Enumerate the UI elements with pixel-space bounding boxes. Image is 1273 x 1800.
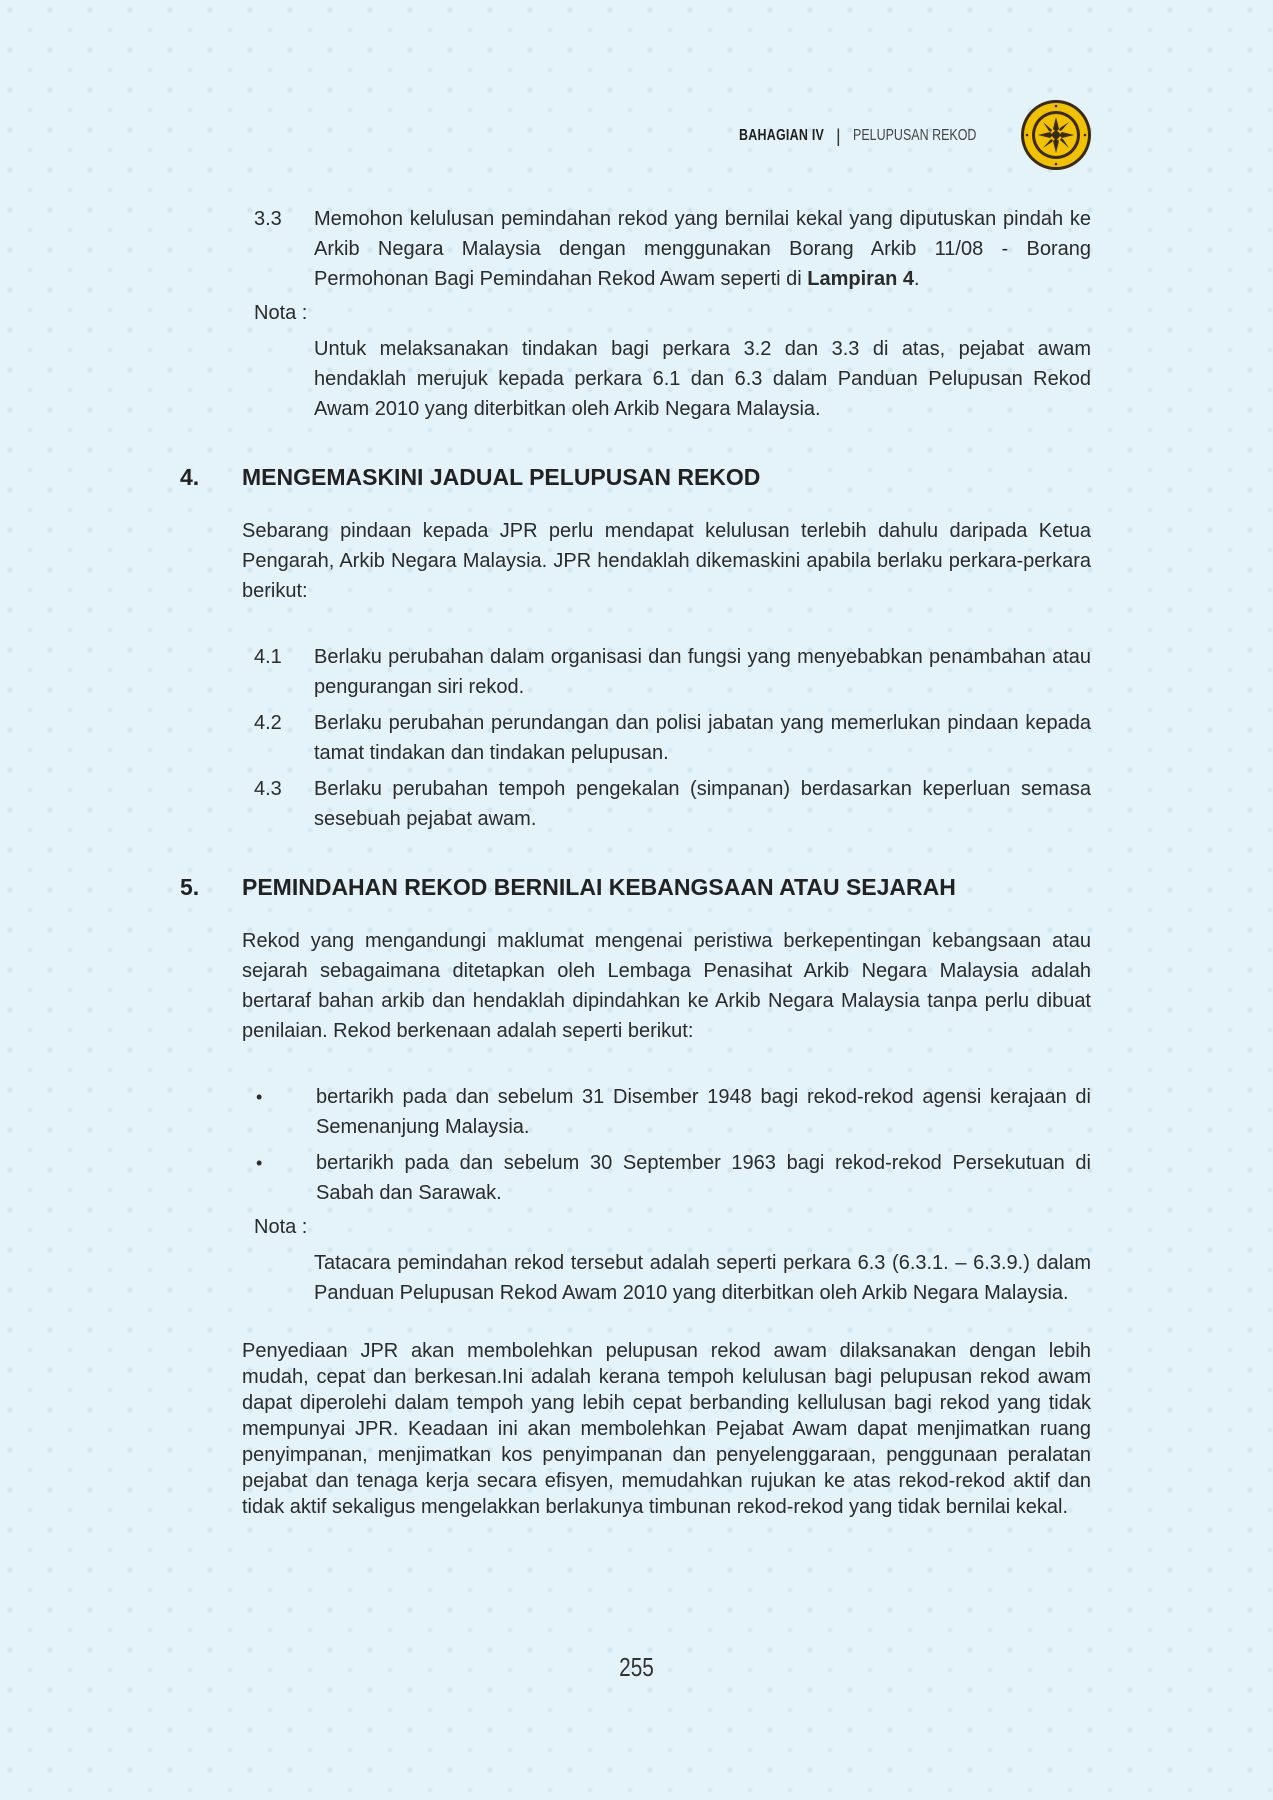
item-text: Berlaku perubahan tempoh pengekalan (simpanan) berdasarkan keperluan semasa sesebuah pejabat awam. [314,778,1091,830]
nota-text: Untuk melaksanakan tindakan bagi perkara 3.2 dan 3.3 di atas, pejabat awam hendaklah merujuk kepada perkara 6.1 dan 6.3 dalam Panduan Pelupusan Rekod Awam 2010 yang diterbitkan oleh Arkib Negara Malaysia. [314,338,1091,420]
page-number: 255 [619,1652,654,1682]
bullet-item [254,1148,1091,1208]
section-title: MENGEMASKINI JADUAL PELUPUSAN REKOD [242,464,761,490]
header-chapter-title: PELUPUSAN REKOD [852,127,977,144]
section-heading-5 [180,872,1091,902]
arkib-negara-logo-icon [1020,99,1092,171]
section-number: 5. [180,874,200,900]
section-4-intro: Sebarang pindaan kepada JPR perlu mendapat kelulusan terlebih dahulu daripada Ketua Pengarah, Arkib Negara Malaysia. JPR hendaklah dikemaskini apabila berlaku perkara-perkara berikut: [242,520,1091,602]
list-item-3-3 [254,204,1091,294]
lampiran-reference: Lampiran 4 [807,268,914,290]
item-3-3-end: . [913,268,920,290]
section-5-intro: Rekod yang mengandungi maklumat mengenai peristiwa berkepentingan kebangsaan atau sejarah sebagaimana ditetapkan oleh Lembaga Penasihat Arkib Negara Malaysia adalah bertaraf bahan arkib dan hendaklah dipindahkan ke Arkib Negara Malaysia tanpa perlu dibuat penilaian. Rekod berkenaan adalah seperti berikut: [242,930,1091,1042]
bullet-icon: • [256,1087,263,1107]
bullet-text: bertarikh pada dan sebelum 30 September 1963 bagi rekod-rekod Persekutuan di Sabah dan Sarawak. [316,1152,1091,1204]
bullet-text: bertarikh pada dan sebelum 31 Disember 1948 bagi rekod-rekod agensi kerajaan di Semenanjung Malaysia. [316,1086,1091,1138]
nota-label: Nota : [254,302,308,324]
item-number: 4.1 [254,646,282,668]
closing-paragraph: Penyediaan JPR akan membolehkan pelupusan rekod awam dilaksanakan dengan lebih mudah, cepat dan berkesan.Ini adalah kerana tempoh kelulusan bagi pelupusan rekod awam dapat diperolehi dalam tempoh yang lebih cepat berbanding kellulusan bagi rekod yang tidak mempunyai JPR. Keadaan ini akan membolehkan Pejabat Awam dapat menjimatkan ruang penyimpanan, menjimatkan kos penyimpanan dan penyelenggaraan, penggunaan peralatan pejabat dan tenaga kerja secara efisyen, memudahkan rujukan ke atas rekod-rekod aktif dan tidak aktif sekaligus mengelakkan berlakunya timbunan rekod-rekod yang tidak bernilai kekal. [242,1340,1091,1518]
list-item-4-1 [254,642,1091,702]
page-content [180,204,1091,1520]
list-item-4-2 [254,708,1091,768]
nota-text: Tatacara pemindahan rekod tersebut adalah seperti perkara 6.3 (6.3.1. – 6.3.9.) dalam Panduan Pelupusan Rekod Awam 2010 yang diterbitkan oleh Arkib Negara Malaysia. [314,1252,1091,1304]
header-section-label: BAHAGIAN IV [738,127,825,144]
nota-label: Nota : [254,1216,308,1238]
section-title: PEMINDAHAN REKOD BERNILAI KEBANGSAAN ATAU SEJARAH [242,874,956,900]
list-item-4-3 [254,774,1091,834]
item-text: Berlaku perubahan dalam organisasi dan fungsi yang menyebabkan penambahan atau pengurangan siri rekod. [314,646,1091,698]
item-text: Berlaku perubahan perundangan dan polisi jabatan yang memerlukan pindaan kepada tamat tindakan dan tindakan pelupusan. [314,712,1091,764]
item-number: 4.3 [254,778,282,800]
item-3-3-text: Memohon kelulusan pemindahan rekod yang bernilai kekal yang diputuskan pindah ke Arkib Negara Malaysia dengan menggunakan Borang Arkib 11/08 - Borang Permohonan Bagi Pemindahan Rekod Awam seperti di [314,208,1091,290]
item-number: 4.2 [254,712,282,734]
item-number: 3.3 [254,208,282,230]
bullet-item [254,1082,1091,1142]
section-number: 4. [180,464,200,490]
item-text [314,204,1091,294]
header-separator: | [836,125,841,146]
section-heading-4 [180,462,1091,492]
bullet-icon: • [256,1153,263,1173]
